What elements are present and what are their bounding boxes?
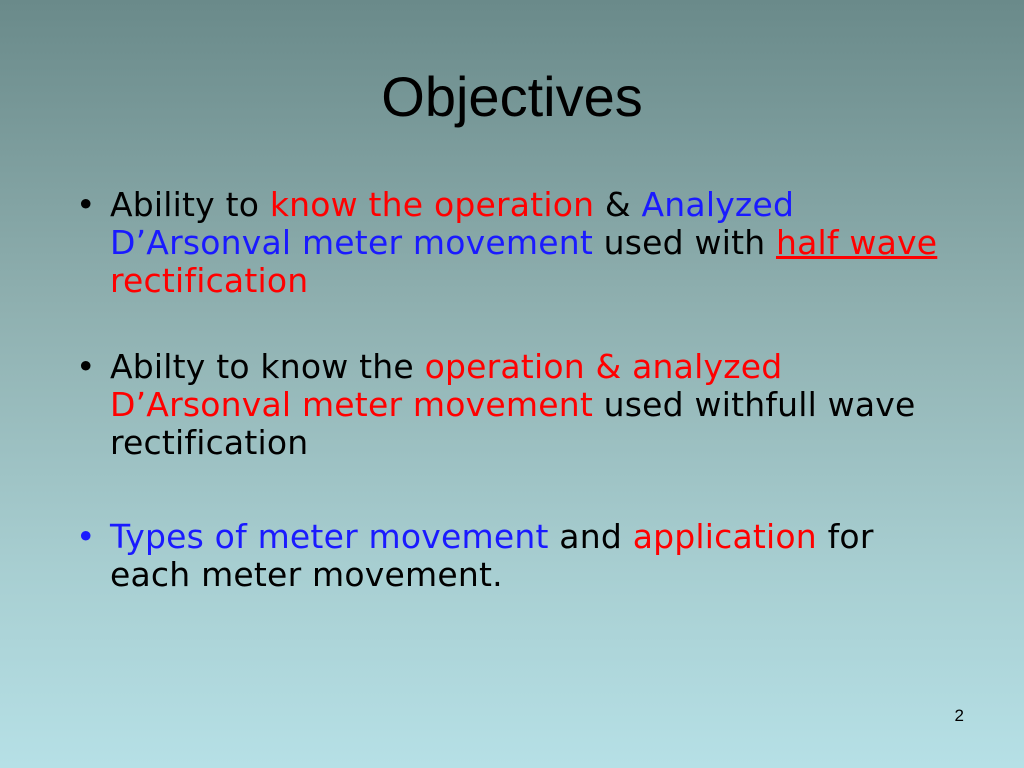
text-segment: used withfull wave rectification bbox=[110, 385, 916, 462]
bullet-item bbox=[76, 518, 956, 594]
text-segment: operation & analyzed D’Arsonval meter movement bbox=[110, 347, 783, 424]
objectives-list bbox=[76, 186, 956, 642]
text-segment: Analyzed D’Arsonval meter movement bbox=[110, 185, 795, 262]
text-segment: Abilty to know the bbox=[110, 347, 425, 386]
bullet-marker: • bbox=[76, 185, 96, 224]
text-segment: and bbox=[548, 517, 633, 556]
text-segment: know the operation bbox=[269, 185, 595, 224]
bullet-marker: • bbox=[76, 347, 96, 386]
bullet-text bbox=[110, 185, 937, 300]
text-segment: Ability to bbox=[110, 185, 270, 224]
bullet-item bbox=[76, 348, 956, 462]
text-segment: Types of meter movement bbox=[110, 517, 549, 556]
text-segment: half wave bbox=[776, 223, 938, 262]
text-segment: rectification bbox=[110, 261, 309, 300]
bullet-text bbox=[110, 347, 916, 462]
text-segment: application bbox=[632, 517, 817, 556]
text-segment: for each meter movement. bbox=[110, 517, 874, 594]
bullet-marker: • bbox=[76, 517, 96, 556]
bullet-item bbox=[76, 186, 956, 300]
slide-title: Objectives bbox=[381, 65, 643, 128]
text-segment: & bbox=[594, 185, 642, 224]
bullet-text bbox=[110, 517, 874, 594]
text-segment: used with bbox=[592, 223, 777, 262]
page-number: 2 bbox=[954, 706, 964, 725]
